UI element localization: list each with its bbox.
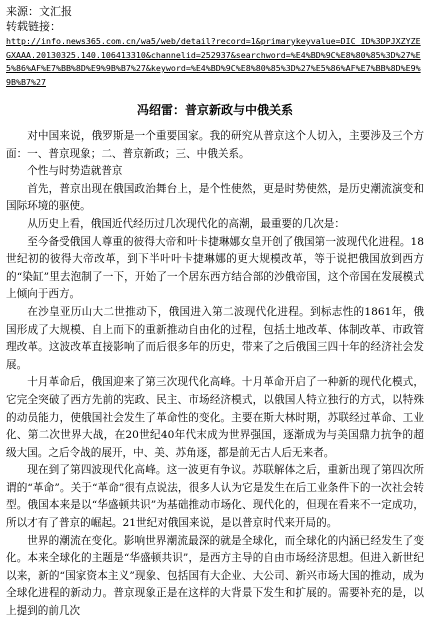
paragraph: 从历史上看，俄国近代经历过几次现代化的高潮，最重要的几次是： — [27, 217, 345, 230]
paragraph: 在沙皇亚历山大二世推动下，俄国进入第二波现代化进程。到标志性的1861年，俄国形成了大规模、自上而下的重新推动自由化的过程，包括土地改革、体制改革、市政管理改革。这波改革直接影响了而后很多年的历史，带来了之后俄国三四十年的经济社会发展。 — [6, 305, 424, 371]
source-line: 来源：文汇报 — [6, 5, 72, 18]
paragraph: 首先，普京出现在俄国政治舞台上，是个性使然，更是时势使然，是历史潮流演变和国际环境的驱使。 — [6, 182, 424, 213]
paragraph: 至今备受俄国人尊重的彼得大帝和叶卡捷琳娜女皇开创了俄国第一波现代化进程。18世纪初的彼得大帝改革，到下半叶叶卡捷琳娜的更大规模改革，等于说把俄国放到西方的“染缸”里去泡制了一下，开始了一个居东西方结合部的沙俄帝国，这个帝国在发展模式上倾向于西方。 — [6, 235, 424, 301]
paragraph: 世界的潮流在变化。影响世界潮流最深的就是全球化，而全球化的内涵已经发生了变化。本来全球化的主题是“华盛顿共识”，是西方主导的自由市场经济思想。但进入新世纪以来，新的“国家资本主义”现象、包括国有大企业、大公司、新兴市场大国的推动，成为全球化进程的新动力。普京现象正是在这样的大背景下发生和扩展的。需要补充的是，以上提到的前几次 — [6, 534, 424, 618]
section-heading: 个性与时势造就普京 — [27, 165, 123, 178]
paragraph: 现在到了第四波现代化高峰。这一波更有争议。苏联解体之后，重新出现了第四次所谓的“革命”。关于“革命”很有点说法，很多人认为它是发生在后工业条件下的一次社会转型。俄国本来是以“华盛顿共识”为基础推动市场化、现代化的，但现在看来不一定成功，所以才有了普京的崛起。21世纪对俄国来说，是以普京时代来开局的。 — [6, 464, 424, 530]
repost-label: 转载链接： — [6, 20, 61, 33]
paragraph-intro: 对中国来说，俄罗斯是一个重要国家。我的研究从普京这个人切入，主要涉及三个方面：一、普京现象；二、普京新政；三、中俄关系。 — [6, 130, 424, 160]
article-title: 冯绍雷：普京新政与中俄关系 — [136, 103, 293, 117]
paragraph: 十月革命后，俄国迎来了第三次现代化高峰。十月革命开启了一种新的现代化模式，它完全突破了西方先前的宪政、民主、市场经济模式，以俄国人特立独行的方式，以特殊的动员能力，使俄国社会发生了革命性的变化。主要在斯大林时期，苏联经过革命、工业化、第二次世界大战，在20世纪40年代末成为世界强国，逐渐成为与美国鼎力抗争的超级大国。之后令战的展开，中、美、苏角逐，都是前无古人后无来者。 — [6, 376, 424, 459]
article-body — [6, 128, 424, 621]
source-link[interactable]: http://info.news365.com.cn/wa5/web/detail?record=1&primarykeyvalue=DIC_ID%3DPJXZYZEGXAAA.20130325.140.106413310&channelid=252937&searchword=%E4%BD%9C%E8%80%85%3D%27%E5%86%AF%E7%BB%8D%E9%9B%B7%27&keyword=%E4%BD%9C%E8%80%85%3D%27%E5%86%AF%E7%BB%8D%E9%9B%B7%27 — [6, 36, 421, 87]
